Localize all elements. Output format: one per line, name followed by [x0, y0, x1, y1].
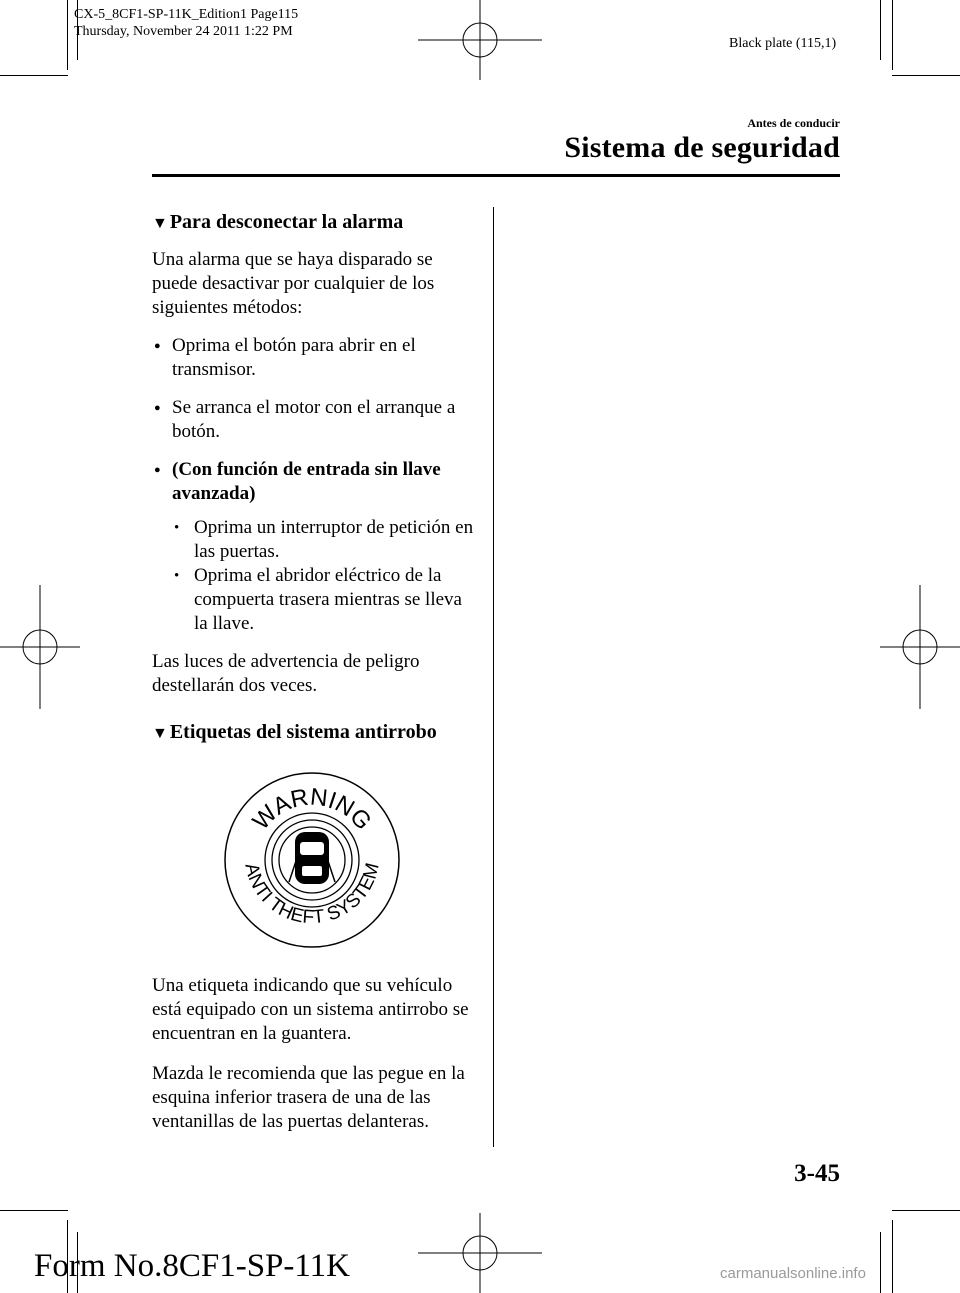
- list-item-text: (Con función de entrada sin llave avanzada): [172, 459, 441, 504]
- print-slug-line1: CX-5_8CF1-SP-11K_Edition1 Page115: [74, 7, 299, 22]
- sub-list-item: [152, 516, 480, 564]
- title-rule: [152, 174, 840, 177]
- bullet-icon: ●: [154, 340, 161, 352]
- heading-disarm-text: Para desconectar la alarma: [169, 211, 404, 233]
- page-title: Sistema de seguridad: [564, 131, 840, 164]
- triangle-icon: ▼: [152, 215, 168, 232]
- bullet-icon: ●: [154, 464, 161, 476]
- bullet-icon: ●: [154, 402, 161, 414]
- label-system-text: ANTI THEFT SYSTEM: [240, 860, 384, 929]
- label-warning-text: WARNING: [247, 783, 377, 836]
- heading-disarm: [152, 210, 480, 236]
- list-item: [152, 458, 480, 506]
- label-paragraph-2: Mazda le recomienda que las pegue en la esquina inferior trasera de una de las ventanillas de las puertas delanteras.: [152, 1063, 465, 1132]
- column-divider: [493, 207, 494, 1147]
- heading-labels: [152, 720, 480, 746]
- label-paragraph-1: Una etiqueta indicando que su vehículo está equipado con un sistema antirrobo se encuentran en la guantera.: [152, 975, 469, 1044]
- list-item-text: Se arranca el motor con el arranque a botón.: [172, 397, 456, 442]
- list-item-text: Oprima el botón para abrir en el transmisor.: [172, 335, 416, 380]
- watermark-text: carmanualsonline.info: [720, 1265, 866, 1282]
- list-item: [152, 334, 480, 382]
- sub-list-item-text: Oprima un interruptor de petición en las puertas.: [194, 517, 474, 562]
- sub-list-item: [152, 564, 480, 636]
- anti-theft-label-icon: [222, 770, 402, 950]
- section-label: Antes de conducir: [747, 116, 840, 130]
- car-icon: [289, 832, 335, 884]
- triangle-icon: ▼: [152, 725, 168, 742]
- sub-list: [152, 516, 480, 636]
- sub-list-item-text: Oprima el abridor eléctrico de la compuerta trasera mientras se lleva la llave.: [194, 565, 462, 634]
- heading-labels-text: Etiquetas del sistema antirrobo: [169, 721, 437, 743]
- form-number: Form No.8CF1-SP-11K: [34, 1248, 350, 1284]
- list-item: [152, 396, 480, 444]
- plate-label: Black plate (115,1): [729, 36, 837, 51]
- intro-paragraph: Una alarma que se haya disparado se puede desactivar por cualquier de los siguientes métodos:: [152, 249, 435, 318]
- outro-paragraph: Las luces de advertencia de peligro destellarán dos veces.: [152, 651, 420, 696]
- small-bullet-icon: •: [174, 568, 180, 584]
- page-number: 3-45: [794, 1160, 840, 1187]
- small-bullet-icon: •: [174, 520, 180, 536]
- print-slug-line2: Thursday, November 24 2011 1:22 PM: [74, 24, 293, 39]
- main-column: [152, 210, 480, 1148]
- print-slug: [74, 6, 298, 40]
